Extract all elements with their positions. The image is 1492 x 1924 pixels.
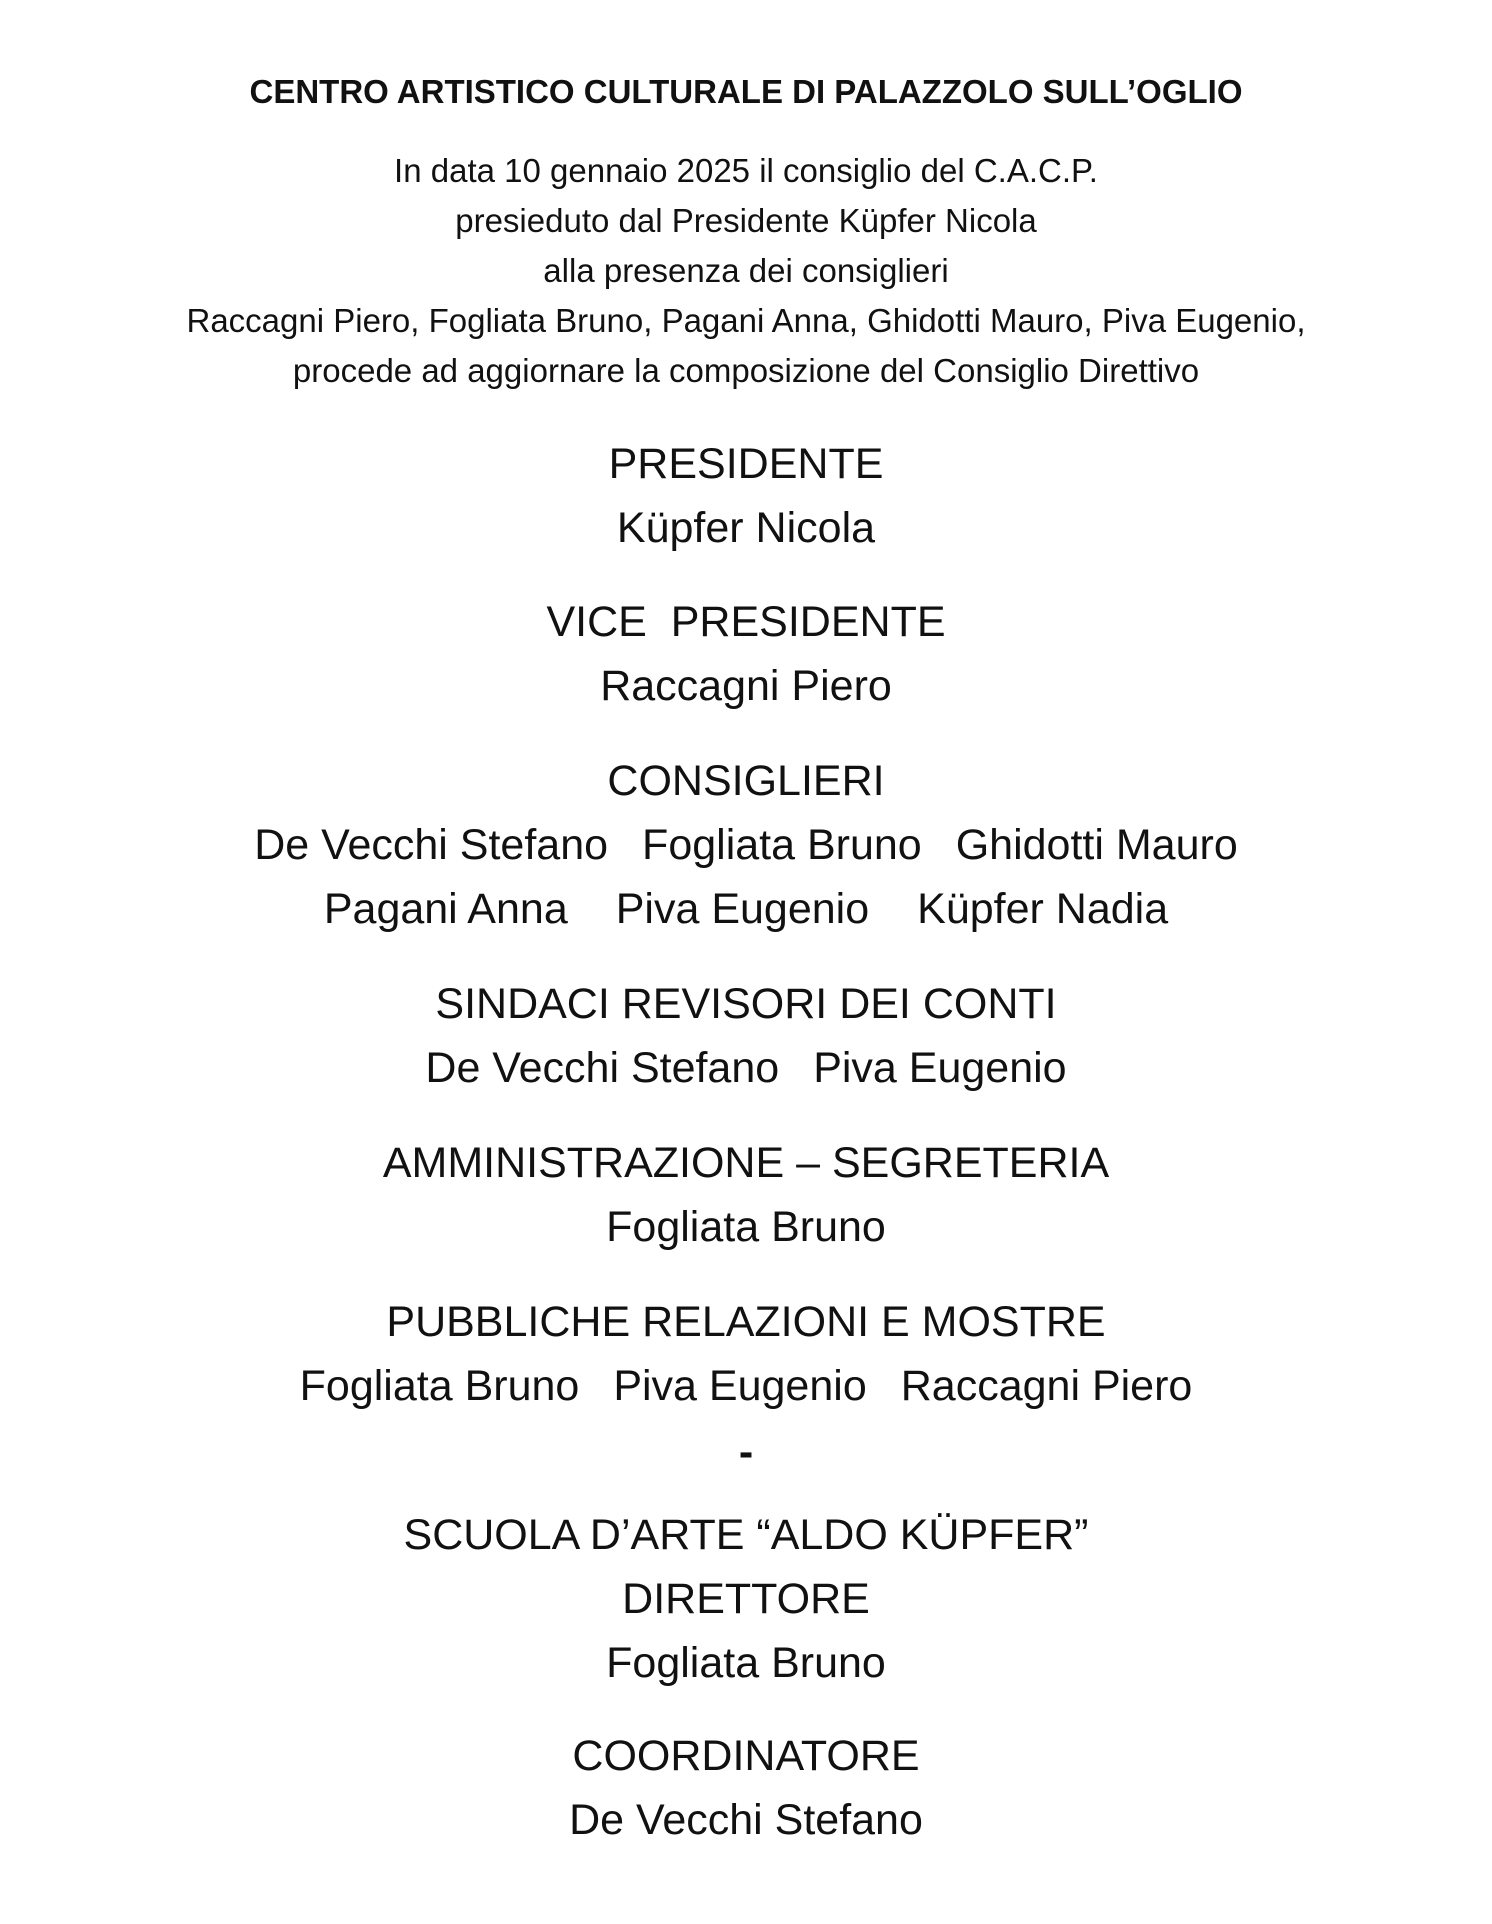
- member-name: Küpfer Nicola: [616, 504, 876, 552]
- section-sindaci-revisori: [0, 972, 1492, 1100]
- section-scuola: [0, 1503, 1492, 1695]
- intro-line: In data 10 gennaio 2025 il consiglio del C.A.C.P.: [394, 152, 1098, 189]
- section-consiglieri: [0, 749, 1492, 941]
- school-title: SCUOLA D’ARTE “ALDO KÜPFER”: [403, 1511, 1089, 1559]
- separator-dash: -: [738, 1428, 754, 1476]
- member-name: Fogliata Bruno: [606, 1203, 886, 1251]
- members-row: [0, 1354, 1492, 1418]
- role-heading: DIRETTORE: [622, 1575, 870, 1623]
- member-name: De Vecchi Stefano: [569, 1796, 923, 1844]
- member-name: Piva Eugenio: [613, 1362, 867, 1410]
- members-row: [0, 1036, 1492, 1100]
- document-title: CENTRO ARTISTICO CULTURALE DI PALAZZOLO SULL’OGLIO: [249, 73, 1243, 110]
- member-name: De Vecchi Stefano: [425, 1044, 780, 1092]
- member-name: Piva Eugenio: [615, 885, 870, 933]
- member-name: Ghidotti Mauro: [955, 821, 1238, 869]
- intro-line: procede ad aggiornare la composizione del Consiglio Direttivo: [292, 352, 1200, 389]
- intro-line: presieduto dal Presidente Küpfer Nicola: [455, 202, 1037, 239]
- member-name: Fogliata Bruno: [642, 821, 922, 869]
- section-separator: [0, 1420, 1492, 1484]
- role-heading: COORDINATORE: [572, 1732, 920, 1780]
- member-name: Küpfer Nadia: [917, 885, 1169, 933]
- role-heading: SINDACI REVISORI DEI CONTI: [435, 980, 1057, 1028]
- role-heading: AMMINISTRAZIONE – SEGRETERIA: [382, 1139, 1110, 1187]
- section-coordinatore: [0, 1724, 1492, 1852]
- intro-line: Raccagni Piero, Fogliata Bruno, Pagani Anna, Ghidotti Mauro, Piva Eugenio,: [186, 302, 1306, 339]
- section-pubbliche-relazioni: [0, 1290, 1492, 1418]
- member-name: Raccagni Piero: [900, 1362, 1193, 1410]
- members-row: [0, 813, 1492, 877]
- member-name: De Vecchi Stefano: [254, 821, 609, 869]
- member-name: Fogliata Bruno: [299, 1362, 580, 1410]
- section-vice-presidente: [0, 590, 1492, 718]
- member-name: Fogliata Bruno: [606, 1639, 886, 1687]
- member-name: Piva Eugenio: [813, 1044, 1067, 1092]
- role-heading: CONSIGLIERI: [607, 757, 885, 805]
- intro-line: alla presenza dei consiglieri: [543, 252, 949, 289]
- section-amministrazione: [0, 1131, 1492, 1259]
- member-name: Pagani Anna: [323, 885, 568, 933]
- members-row: [0, 877, 1492, 941]
- intro-paragraph: [0, 146, 1492, 396]
- section-presidente: [0, 432, 1492, 560]
- role-heading: PUBBLICHE RELAZIONI E MOSTRE: [386, 1298, 1106, 1346]
- role-heading: PRESIDENTE: [608, 440, 884, 488]
- role-heading: VICE PRESIDENTE: [546, 598, 946, 646]
- member-name: Raccagni Piero: [600, 662, 892, 710]
